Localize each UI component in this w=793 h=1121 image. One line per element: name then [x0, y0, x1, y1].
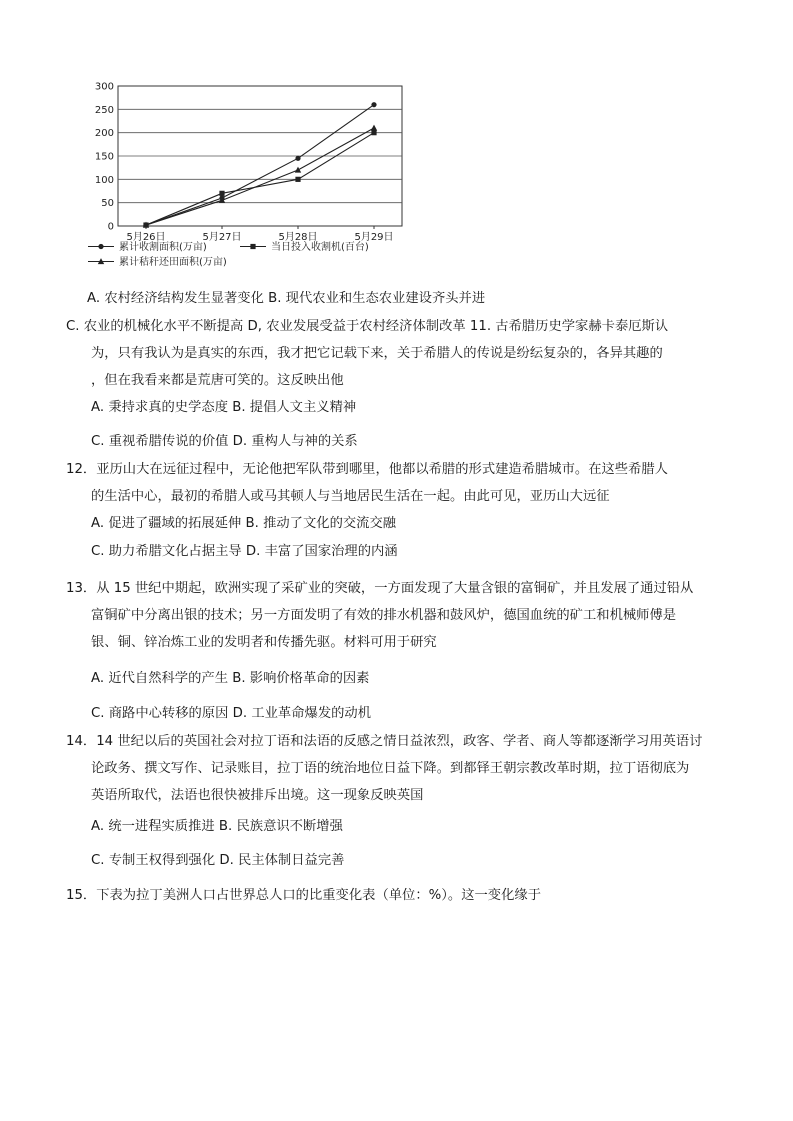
question-11-option-a-b: A. 秉持求真的史学态度 B. 提倡人文主义精神: [91, 400, 357, 415]
question-13-stem-2: 富铜矿中分离出银的技术；另一方面发明了有效的排水机器和鼓风炉，德国血统的矿工和机械师傅是: [91, 608, 677, 623]
y-tick-label: 150: [94, 151, 114, 163]
data-point: [295, 156, 300, 161]
y-tick-label: 200: [94, 128, 114, 140]
y-tick-label: 100: [94, 174, 114, 186]
question-11-option-c-d: C. 重视希腊传说的价值 D. 重构人与神的关系: [91, 434, 358, 449]
question-14-stem-2: 论政务、撰文写作、记录账目，拉丁语的统治地位日益下降。到都铎王朝宗教改革时期，拉丁语彻底为: [91, 761, 690, 776]
series-line-1: [146, 105, 374, 225]
question-14-stem-3: 英语所取代，法语也很快被排斥出境。这一现象反映英国: [91, 788, 424, 803]
data-point: [371, 125, 377, 131]
option-line-c-d-q10-q11-stem: C. 农业的机械化水平不断提高 D, 农业发展受益于农村经济体制改革 11. 古希腊历史学家赫卡泰厄斯认: [66, 319, 669, 334]
data-point: [371, 130, 376, 135]
question-12-stem-1: 12．亚历山大在远征过程中，无论他把军队带到哪里，他都以希腊的形式建造希腊城市。在这些希腊人: [66, 462, 668, 477]
question-14-stem-1: 14．14 世纪以后的英国社会对拉丁语和法语的反感之情日益浓烈，政客、学者、商人等都逐渐学习用英语讨: [66, 734, 703, 749]
question-13-stem-3: 银、铜、锌冶炼工业的发明者和传播先驱。材料可用于研究: [91, 635, 437, 650]
question-11-stem-3: ，但在我看来都是荒唐可笑的。这反映出他: [91, 373, 344, 388]
legend-marker: [250, 244, 255, 249]
chart-canvas: [80, 78, 420, 278]
question-13-stem-1: 13．从 15 世纪中期起，欧洲实现了采矿业的突破，一方面发现了大量含银的富铜矿，并且发展了通过铅从: [66, 581, 694, 596]
legend-label: 累计收割面积(万亩): [119, 242, 207, 253]
x-tick-label: 5月27日: [202, 232, 242, 243]
x-tick-label: 5月26日: [126, 232, 166, 243]
y-tick-label: 0: [107, 221, 114, 233]
y-tick-label: 250: [94, 104, 114, 116]
x-tick-label: 5月28日: [278, 232, 318, 243]
y-tick-label: 50: [101, 198, 114, 210]
question-12-option-c-d: C. 助力希腊文化占据主导 D. 丰富了国家治理的内涵: [91, 544, 398, 559]
question-13-option-c-d: C. 商路中心转移的原因 D. 工业革命爆发的动机: [91, 706, 371, 721]
data-point: [371, 102, 376, 107]
data-point: [295, 177, 300, 182]
data-point: [219, 191, 224, 196]
question-12-option-a-b: A. 促进了疆域的拓展延伸 B. 推动了文化的交流交融: [91, 516, 397, 531]
x-tick-label: 5月29日: [354, 232, 394, 243]
question-13-option-a-b: A. 近代自然科学的产生 B. 影响价格革命的因素: [91, 671, 370, 686]
line-chart: [80, 78, 420, 278]
legend-marker: [98, 244, 103, 249]
question-15-stem: 15．下表为拉丁美洲人口占世界总人口的比重变化表（单位：%）。这一变化缘于: [66, 888, 541, 903]
y-tick-label: 300: [94, 81, 114, 93]
option-line-a-b-q10: A. 农村经济结构发生显著变化 B. 现代农业和生态农业建设齐头并进: [87, 291, 486, 306]
data-point: [295, 167, 301, 173]
question-11-stem-2: 为，只有我认为是真实的东西，我才把它记载下来，关于希腊人的传说是纷纭复杂的，各异其趣的: [91, 346, 663, 361]
legend-label: 累计秸秆还田面积(万亩): [119, 257, 227, 268]
question-14-option-a-b: A. 统一进程实质推进 B. 民族意识不断增强: [91, 819, 343, 834]
question-12-stem-2: 的生活中心，最初的希腊人或马其顿人与当地居民生活在一起。由此可见，亚历山大远征: [91, 489, 610, 504]
question-14-option-c-d: C. 专制王权得到强化 D. 民主体制日益完善: [91, 853, 345, 868]
legend-label: 当日投入收割机(百台): [271, 242, 369, 253]
